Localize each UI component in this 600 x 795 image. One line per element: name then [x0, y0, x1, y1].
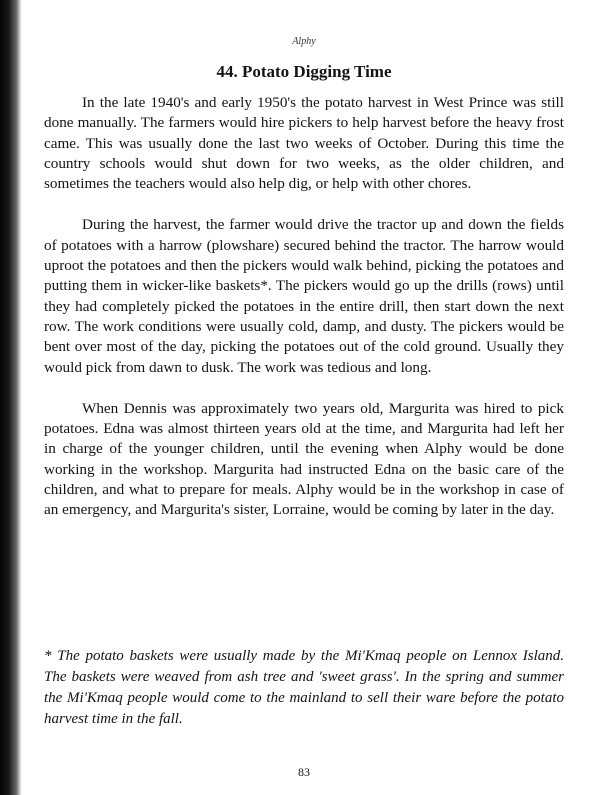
chapter-title: 44. Potato Digging Time	[216, 62, 392, 81]
page-number: 83	[298, 765, 310, 779]
paragraph: When Dennis was approximately two years old, Margurita was hired to pick potatoes. Edna was almost thirteen years old at the time, and Margurita had left her in charge of the younger children, until the evening when Alphy would be done working in the workshop. Margurita had instructed Edna on the basic care of the children, and what to prepare for meals. Alphy would be in the workshop in case of an emergency, and Margurita's sister, Lorraine, would be coming by later in the day.	[44, 399, 564, 519]
paragraph: In the late 1940's and early 1950's the potato harvest in West Prince was still done manually. The farmers would hire pickers to help harvest before the heavy frost came. This was usually done the last two weeks of October. During this time the country schools would shut down for two weeks, as the older children, and sometimes the teachers would also help dig, or help with other chores.	[44, 94, 564, 193]
book-page	[44, 0, 564, 795]
book-binding-shadow	[0, 0, 22, 795]
footnote: * The potato baskets were usually made by the Mi'Kmaq people on Lennox Island. The baskets were weaved from ash tree and 'sweet grass'. In the spring and summer the Mi'Kmaq people would come to the mainland to sell their ware before the potato harvest time in the fall.	[44, 648, 564, 727]
body-text	[44, 93, 564, 542]
running-head: Alphy	[292, 36, 316, 47]
paragraph: During the harvest, the farmer would drive the tractor up and down the fields of potatoes with a harrow (plowshare) secured behind the tractor. The harrow would uproot the potatoes and then the pickers would walk behind, picking the potatoes and putting them in wicker-like baskets*. The pickers would go up the drills (rows) until they had completely picked the potatoes in the entire drill, then start down the next row. The work conditions were usually cold, damp, and dusty. The pickers would be bent over most of the day, picking the potatoes out of the cold ground. Usually they would pick from dawn to dusk. The work was tedious and long.	[44, 216, 564, 376]
